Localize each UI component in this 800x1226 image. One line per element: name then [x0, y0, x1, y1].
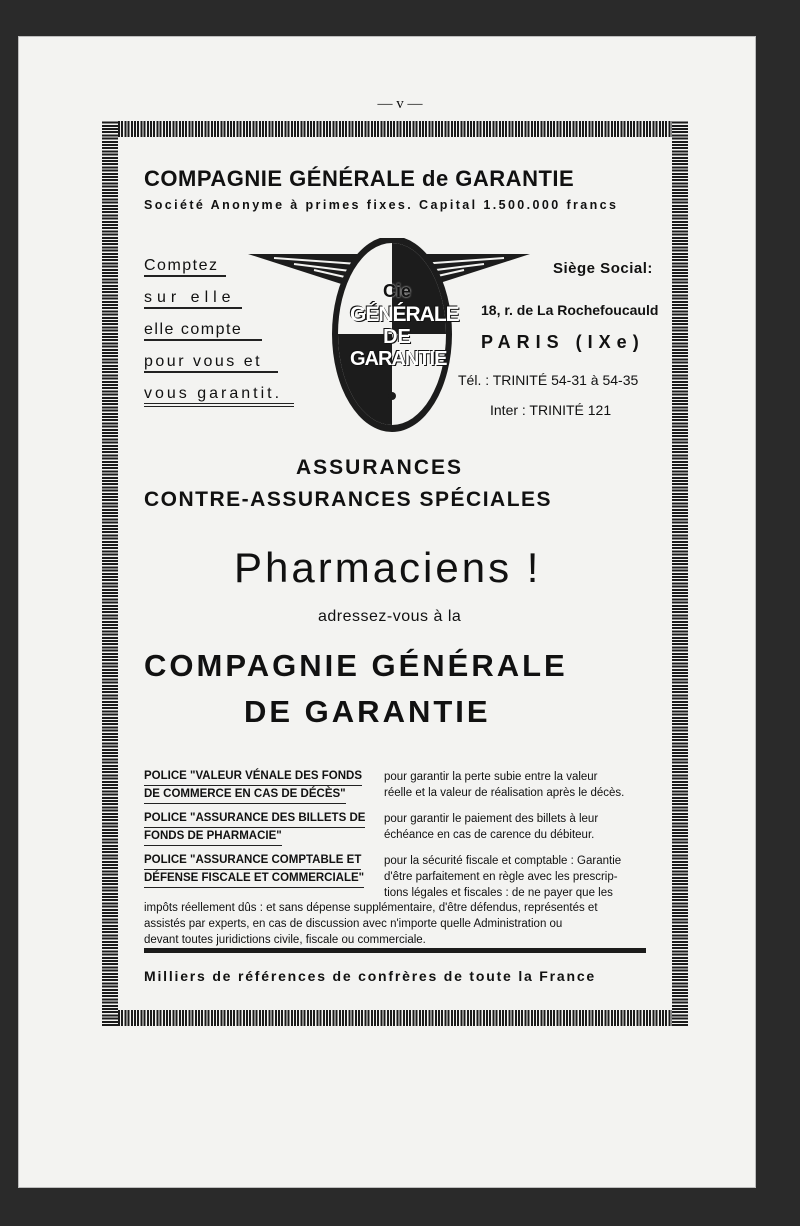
- office-tel: Tél. : TRINITÉ 54-31 à 54-35: [458, 372, 639, 388]
- company-subtitle: Société Anonyme à primes fixes. Capital 1.500.000 francs: [144, 198, 619, 212]
- continuation-line: assistés par experts, en cas de discussion avec n'importe quelle Administration ou: [144, 918, 563, 930]
- slogan-line: elle compte: [144, 322, 262, 341]
- logo-text: [350, 281, 459, 370]
- policy-title: [144, 810, 365, 846]
- policy-desc: [384, 853, 621, 901]
- logo-generale: GÉNÉRALE: [350, 303, 459, 326]
- office-address: 18, r. de La Rochefoucauld: [481, 302, 659, 318]
- policy-desc-line: réelle et la valeur de réalisation après le décès.: [384, 787, 625, 799]
- company-title: COMPAGNIE GÉNÉRALE de GARANTIE: [144, 166, 575, 191]
- policy-title-line: POLICE "ASSURANCE COMPTABLE ET: [144, 852, 361, 870]
- logo-de: DE: [383, 326, 411, 348]
- policy-title-line: FONDS DE PHARMACIE": [144, 828, 282, 846]
- slogan-line: sur elle: [144, 290, 242, 309]
- insurance-line-2: CONTRE-ASSURANCES SPÉCIALES: [144, 488, 553, 511]
- footer-divider: [144, 948, 646, 953]
- policy-title: [144, 852, 364, 888]
- policy-desc-line: tions légales et fiscales : de ne payer que les: [384, 887, 613, 899]
- page-number: — v —: [377, 96, 423, 112]
- logo-cie: Cie: [382, 281, 411, 301]
- office-inter: Inter : TRINITÉ 121: [490, 402, 612, 418]
- policy-desc-line: pour la sécurité fiscale et comptable : Garantie: [384, 855, 622, 867]
- logo-garantie: GARANTIE: [350, 348, 447, 370]
- sub-headline: adressez-vous à la: [318, 608, 462, 625]
- company-name-2: DE GARANTIE: [244, 694, 491, 729]
- office-label: Siège Social:: [553, 260, 653, 277]
- policy-desc-line: d'être parfaitement en règle avec les prescrip-: [384, 871, 618, 883]
- slogan-line: pour vous et: [144, 354, 278, 373]
- slogan-line: Comptez: [144, 258, 226, 277]
- policy-desc-line: pour garantir la perte subie entre la valeur: [384, 771, 598, 783]
- policy-title-line: DÉFENSE FISCALE ET COMMERCIALE": [144, 870, 364, 888]
- continuation-line: impôts réellement dûs : et sans dépense supplémentaire, d'être défendus, représentés et: [144, 902, 598, 914]
- office-city: PARIS (IXe): [481, 332, 645, 352]
- footer-text: Milliers de références de confrères de toute la France: [144, 968, 597, 984]
- policy-desc-line: pour garantir le paiement des billets à leur: [384, 813, 599, 825]
- company-name-1: COMPAGNIE GÉNÉRALE: [144, 648, 568, 683]
- policy-desc: [384, 769, 624, 801]
- policy-continuation: [144, 900, 598, 948]
- policy-title-line: DE COMMERCE EN CAS DE DÉCÈS": [144, 786, 346, 804]
- policy-title: [144, 768, 362, 804]
- policy-title-line: POLICE "ASSURANCE DES BILLETS DE: [144, 810, 365, 828]
- policy-title-line: POLICE "VALEUR VÉNALE DES FONDS: [144, 768, 362, 786]
- insurance-line-1: ASSURANCES: [296, 456, 464, 479]
- policy-desc-line: échéance en cas de carence du débiteur.: [384, 829, 595, 841]
- policy-desc: [384, 811, 598, 843]
- slogan-line: vous garantit.: [144, 386, 294, 407]
- continuation-line: devant toutes juridictions civile, fiscale ou commerciale.: [144, 934, 426, 946]
- headline: Pharmaciens !: [234, 544, 542, 591]
